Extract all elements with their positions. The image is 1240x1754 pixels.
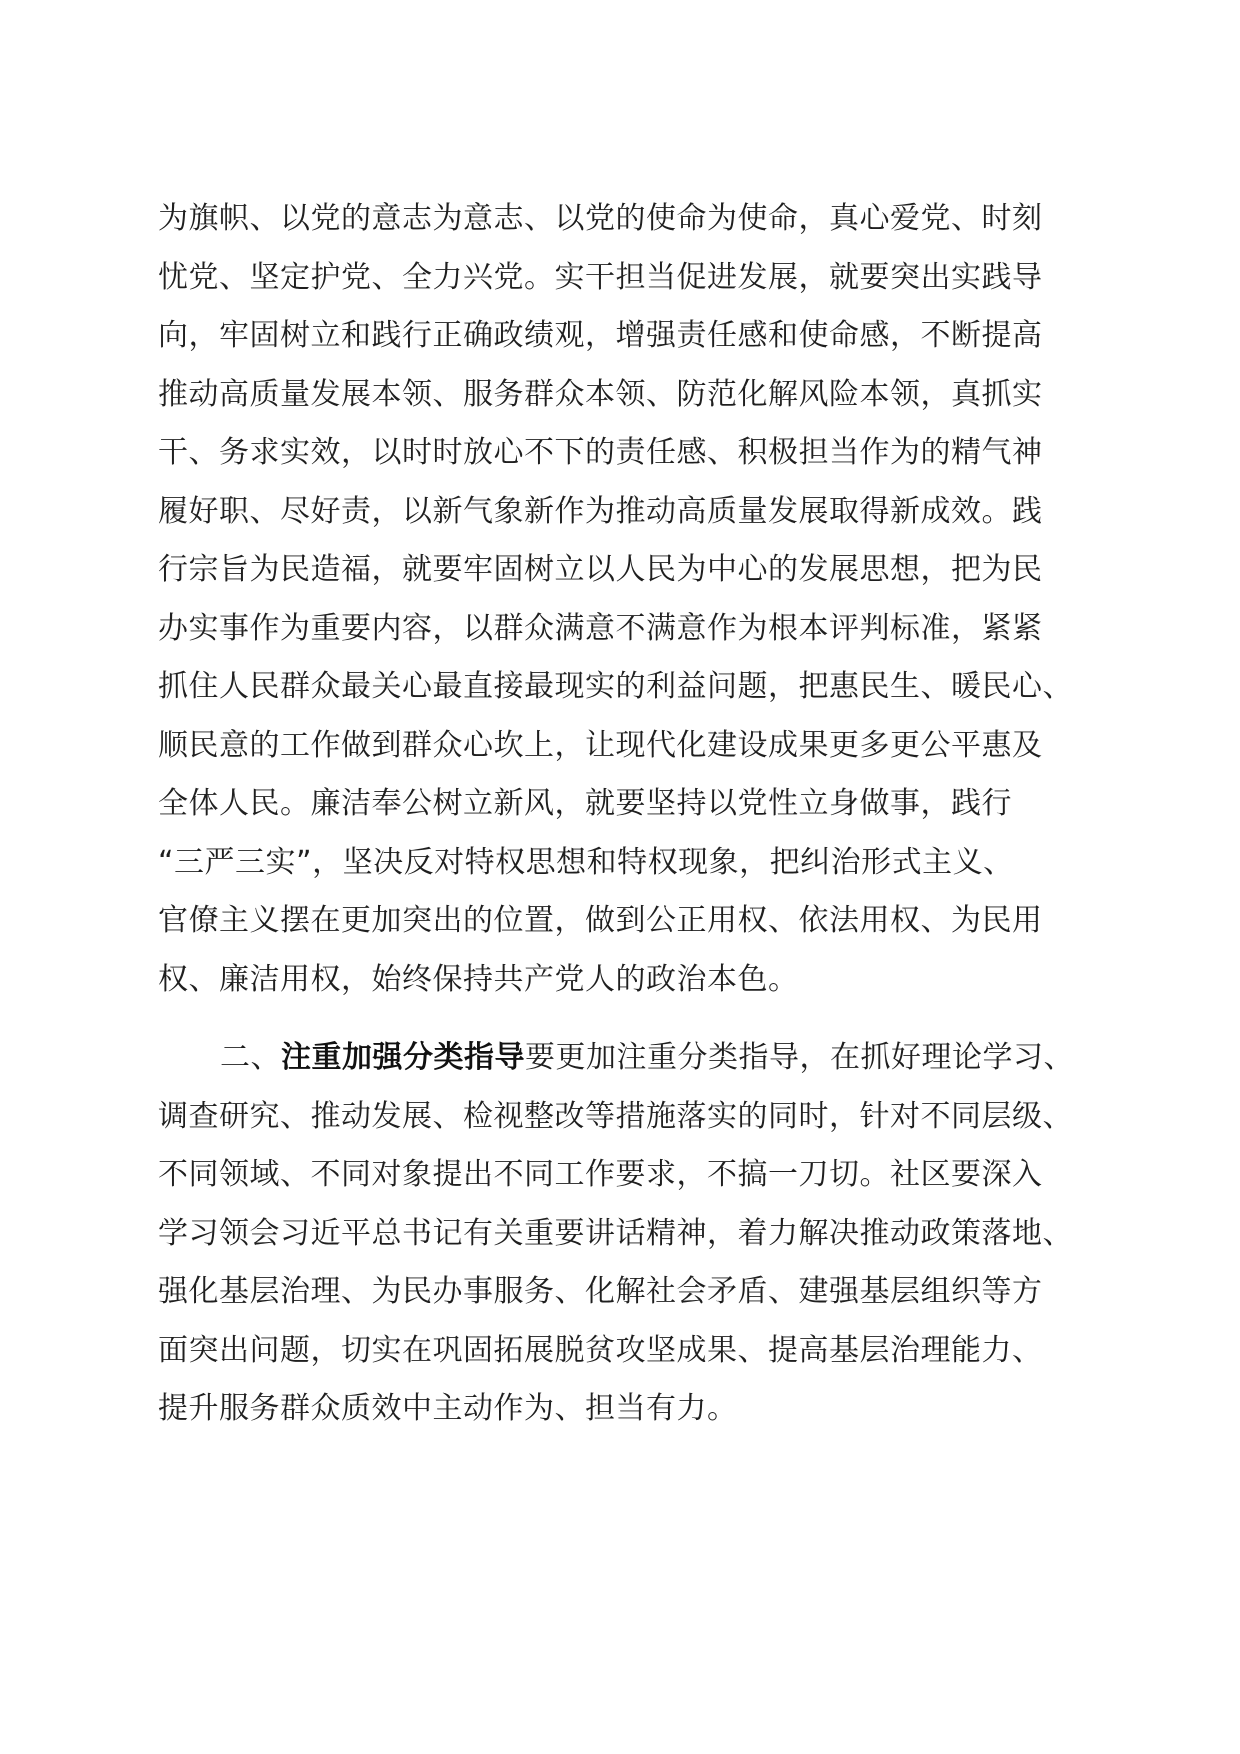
paragraph-gap — [158, 1009, 1093, 1029]
section-number: 二、 — [220, 1040, 281, 1075]
text-line: 面突出问题，切实在巩固拓展脱贫攻坚成果、提高基层治理能力、 — [158, 1332, 1043, 1368]
paragraph-2-first-line — [158, 1029, 1093, 1088]
text-line: 权、廉洁用权，始终保持共产党人的政治本色。 — [158, 961, 799, 997]
text-line: 提升服务群众质效中主动作为、担当有力。 — [158, 1391, 738, 1426]
text-line: 干、务求实效，以时时放心不下的责任感、积极担当作为的精气神 — [158, 435, 1043, 470]
paragraph-1 — [158, 190, 1093, 1009]
text-line: 调查研究、推动发展、检视整改等措施落实的同时，针对不同层级、 — [158, 1098, 1073, 1134]
text-line: 忧党、坚定护党、全力兴党。实干担当促进发展，就要突出实践导 — [158, 259, 1043, 295]
body-text — [158, 190, 1093, 1439]
paragraph-2 — [158, 1029, 1093, 1439]
section-heading: 注重加强分类指导 — [281, 1040, 525, 1075]
text-line: 顺民意的工作做到群众心坎上，让现代化建设成果更多更公平惠及 — [158, 727, 1043, 763]
text-line: 官僚主义摆在更加突出的位置，做到公正用权、依法用权、为民用 — [158, 903, 1043, 938]
text-line: 学习领会习近平总书记有关重要讲话精神，着力解决推动政策落地、 — [158, 1215, 1073, 1251]
text-line: 为旗帜、以党的意志为意志、以党的使命为使命，真心爱党、时刻 — [158, 201, 1043, 236]
text-line: 向，牢固树立和践行正确政绩观，增强责任感和使命感，不断提高 — [158, 318, 1043, 353]
text-line: 推动高质量发展本领、服务群众本领、防范化解风险本领，真抓实 — [158, 376, 1043, 412]
text-line: 履好职、尽好责，以新气象新作为推动高质量发展取得新成效。践 — [158, 493, 1043, 529]
text-line: 办实事作为重要内容，以群众满意不满意作为根本评判标准，紧紧 — [158, 610, 1043, 646]
section-first-line-text: 要更加注重分类指导，在抓好理论学习、 — [525, 1040, 1074, 1075]
text-line: 不同领域、不同对象提出不同工作要求，不搞一刀切。社区要深入 — [158, 1157, 1043, 1192]
text-line: “三严三实”，坚决反对特权思想和特权现象，把纠治形式主义、 — [158, 844, 1014, 880]
text-line: 抓住人民群众最关心最直接最现实的利益问题，把惠民生、暖民心、 — [158, 669, 1073, 704]
text-line: 强化基层治理、为民办事服务、化解社会矛盾、建强基层组织等方 — [158, 1274, 1043, 1309]
text-line: 行宗旨为民造福，就要牢固树立以人民为中心的发展思想，把为民 — [158, 552, 1043, 587]
text-line: 全体人民。廉洁奉公树立新风，就要坚持以党性立身做事，践行 — [158, 786, 1012, 821]
